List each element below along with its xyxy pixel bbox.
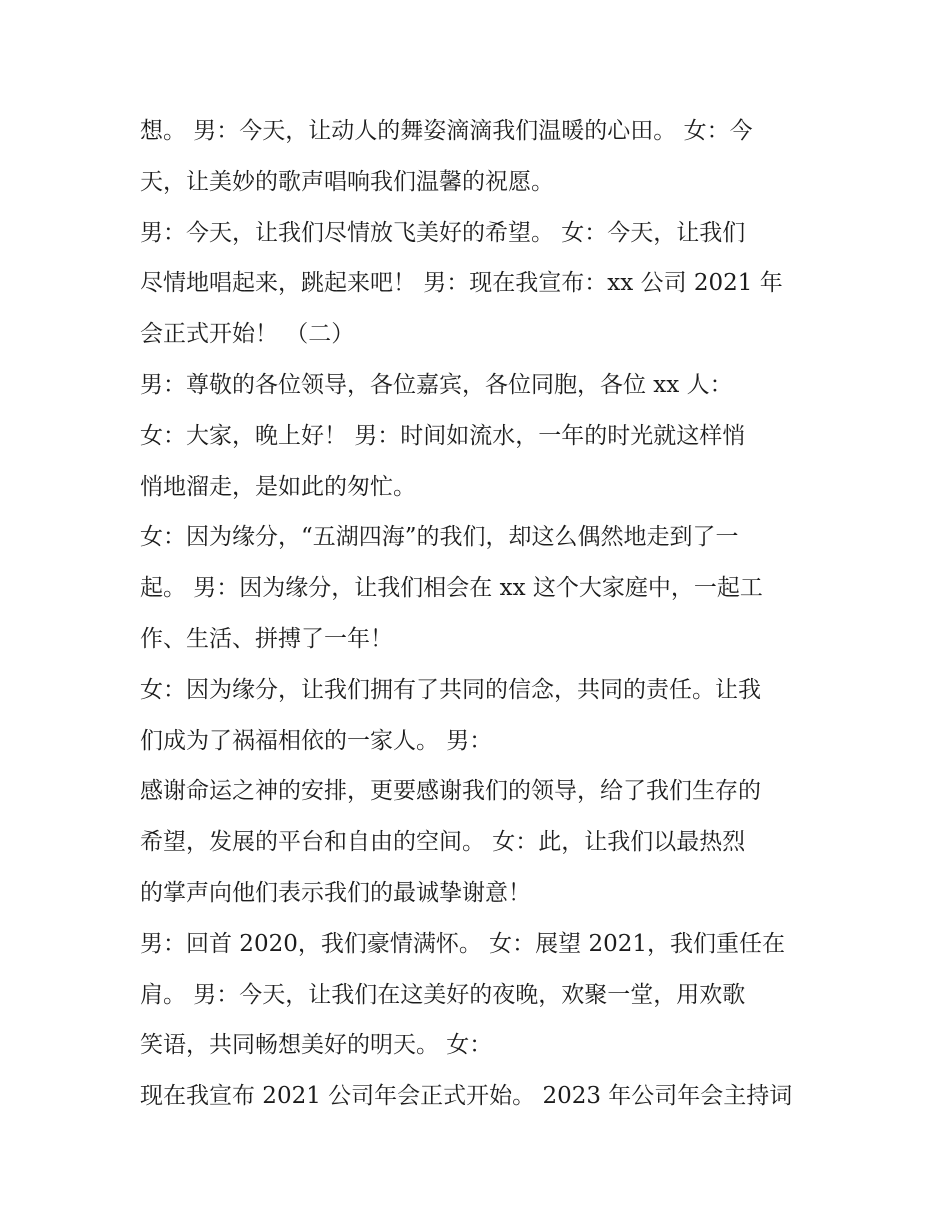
text-line: 感谢命运之神的安排，更要感谢我们的领导，给了我们生存的 bbox=[140, 778, 761, 805]
text-line: 希望，发展的平台和自由的空间。 女：此，让我们以最热烈 bbox=[140, 829, 746, 856]
text-line: 女：因为缘分，“五湖四海”的我们，却这么偶然地走到了一 bbox=[140, 524, 739, 551]
document-body bbox=[140, 106, 820, 1122]
text-line: 的掌声向他们表示我们的最诚挚谢意！ bbox=[140, 879, 531, 906]
text-line: 会正式开始！ （二） bbox=[140, 321, 355, 348]
text-line: 现在我宣布 2021 公司年会正式开始。 2023 年公司年会主持词 bbox=[140, 1083, 793, 1110]
text-line: 天，让美妙的歌声唱响我们温馨的祝愿。 bbox=[140, 168, 554, 195]
text-line: 笑语，共同畅想美好的明天。 女： bbox=[140, 1032, 493, 1059]
text-line: 悄地溜走，是如此的匆忙。 bbox=[140, 473, 416, 500]
text-line: 女：大家，晚上好！ 男：时间如流水，一年的时光就这样悄 bbox=[140, 422, 746, 449]
text-line: 男：今天，让我们尽情放飞美好的希望。 女：今天，让我们 bbox=[140, 219, 746, 246]
text-line: 作、生活、拼搏了一年！ bbox=[140, 625, 393, 652]
text-line: 们成为了祸福相依的一家人。 男： bbox=[140, 727, 493, 754]
text-line: 肩。 男：今天，让我们在这美好的夜晚，欢聚一堂，用欢歌 bbox=[140, 981, 746, 1008]
text-line: 想。 男：今天，让动人的舞姿滴滴我们温暖的心田。 女：今 bbox=[140, 118, 753, 144]
text-line: 女：因为缘分，让我们拥有了共同的信念，共同的责任。让我 bbox=[140, 676, 761, 703]
text-line: 起。 男：因为缘分，让我们相会在 xx 这个大家庭中，一起工 bbox=[140, 575, 763, 602]
text-line: 男：尊敬的各位领导，各位嘉宾，各位同胞，各位 xx 人： bbox=[140, 371, 733, 398]
text-line: 尽情地唱起来，跳起来吧！ 男：现在我宣布：xx 公司 2021 年 bbox=[140, 270, 783, 297]
text-line: 男：回首 2020，我们豪情满怀。 女：展望 2021，我们重任在 bbox=[140, 930, 785, 957]
